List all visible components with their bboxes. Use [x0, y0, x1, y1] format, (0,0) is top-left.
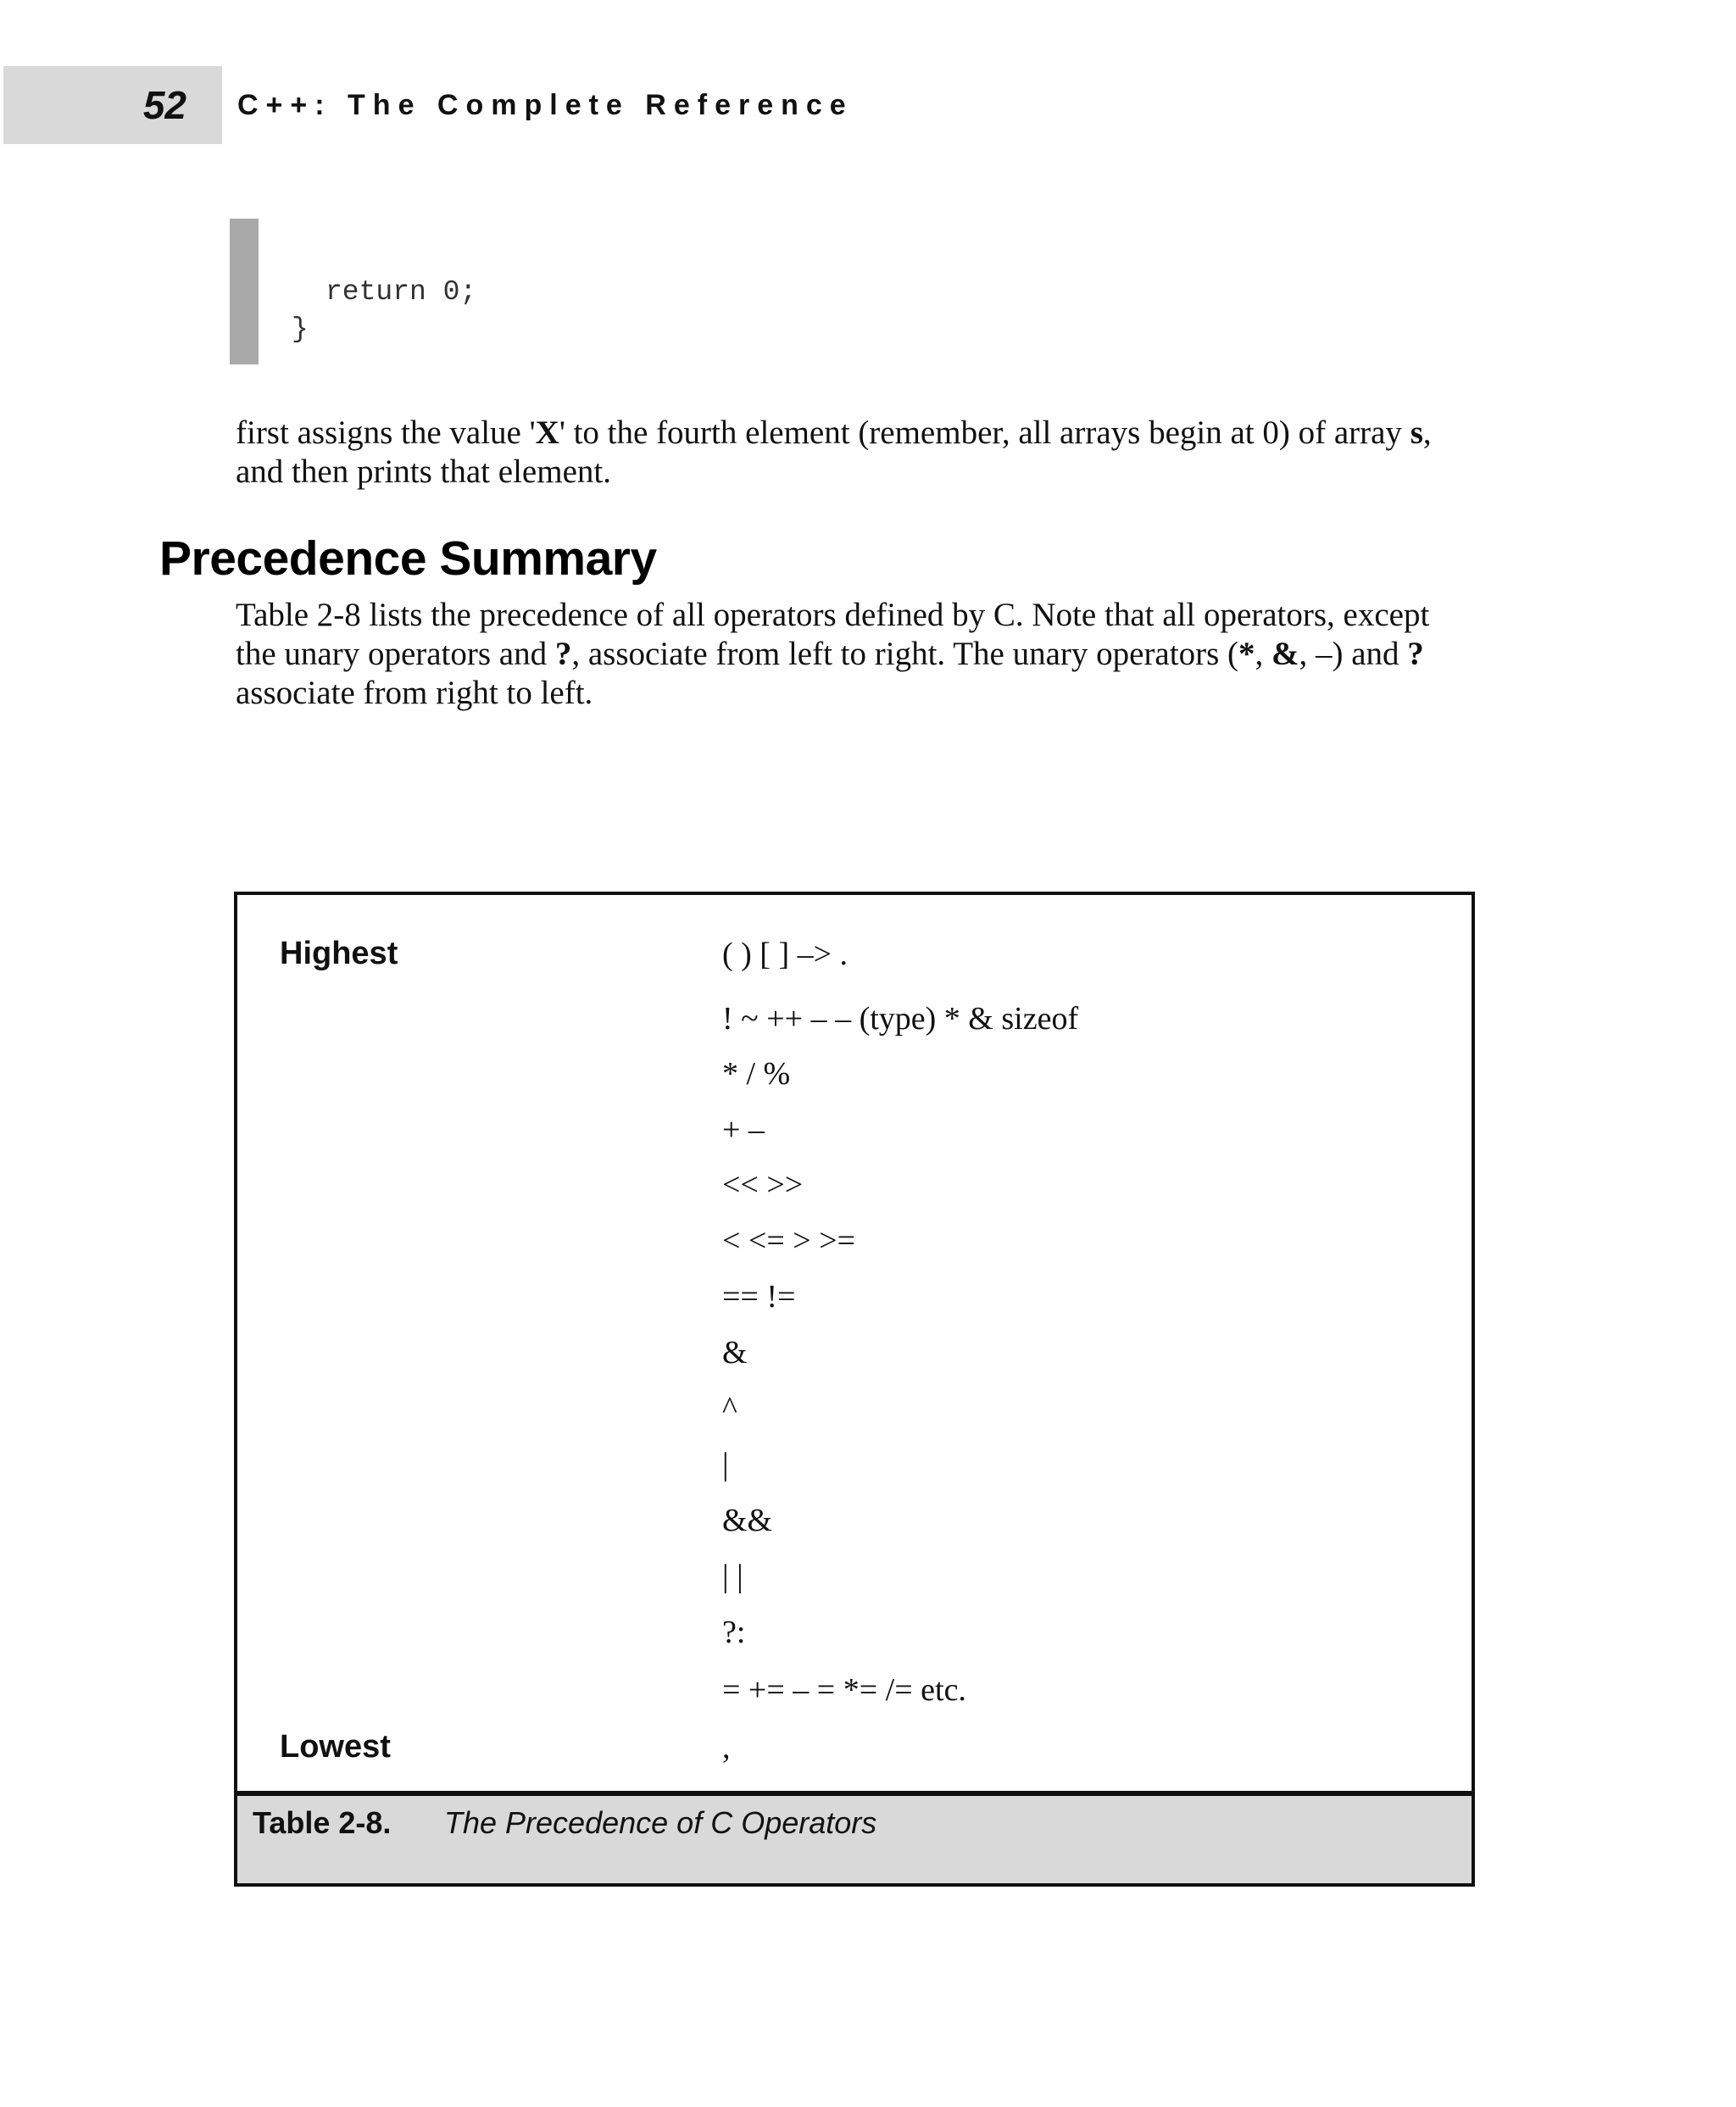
operator-row: ( ) [ ] –> . — [722, 937, 849, 972]
operator-row: ?: — [722, 1615, 746, 1650]
table-caption-label: Table 2-8. — [253, 1805, 392, 1840]
code-line-brace: } — [292, 314, 309, 345]
running-head: C++: The Complete Reference — [237, 89, 854, 121]
operator-row: + – — [722, 1112, 765, 1148]
table-caption-text: The Precedence of C Operators — [444, 1805, 877, 1840]
operator-row: , — [722, 1730, 731, 1765]
operator-row: = += – = *= /= etc. — [722, 1672, 966, 1708]
operator-row: & — [722, 1335, 748, 1370]
section-heading: Precedence Summary — [159, 531, 657, 586]
operator-row: < <= > >= — [722, 1223, 856, 1259]
operator-row: ^ — [722, 1391, 737, 1426]
operator-row: ! ~ ++ – – (type) * & sizeof — [722, 1001, 1079, 1037]
operator-row: | — [722, 1447, 729, 1482]
page-number: 52 — [142, 83, 186, 127]
precedence-table — [234, 892, 1475, 1887]
code-sidebar-bar — [230, 219, 259, 364]
operator-row: << >> — [722, 1167, 804, 1203]
operator-row: && — [722, 1503, 773, 1538]
code-line-return: return 0; — [326, 276, 477, 308]
operator-row: | | — [722, 1559, 743, 1594]
operator-row: * / % — [722, 1056, 791, 1092]
highest-label: Highest — [280, 936, 398, 971]
operator-row: == != — [722, 1279, 796, 1315]
lowest-label: Lowest — [280, 1729, 391, 1765]
section-paragraph: Table 2-8 lists the precedence of all operators defined by C. Note that all operators, except the unary operators and ?, associate from left to right. The unary operators (*, &, –) and ? associate from right to left. — [236, 597, 1430, 711]
intro-paragraph: first assigns the value 'X' to the fourth element (remember, all arrays begin at 0) of array s, and then prints that element. — [236, 414, 1432, 490]
